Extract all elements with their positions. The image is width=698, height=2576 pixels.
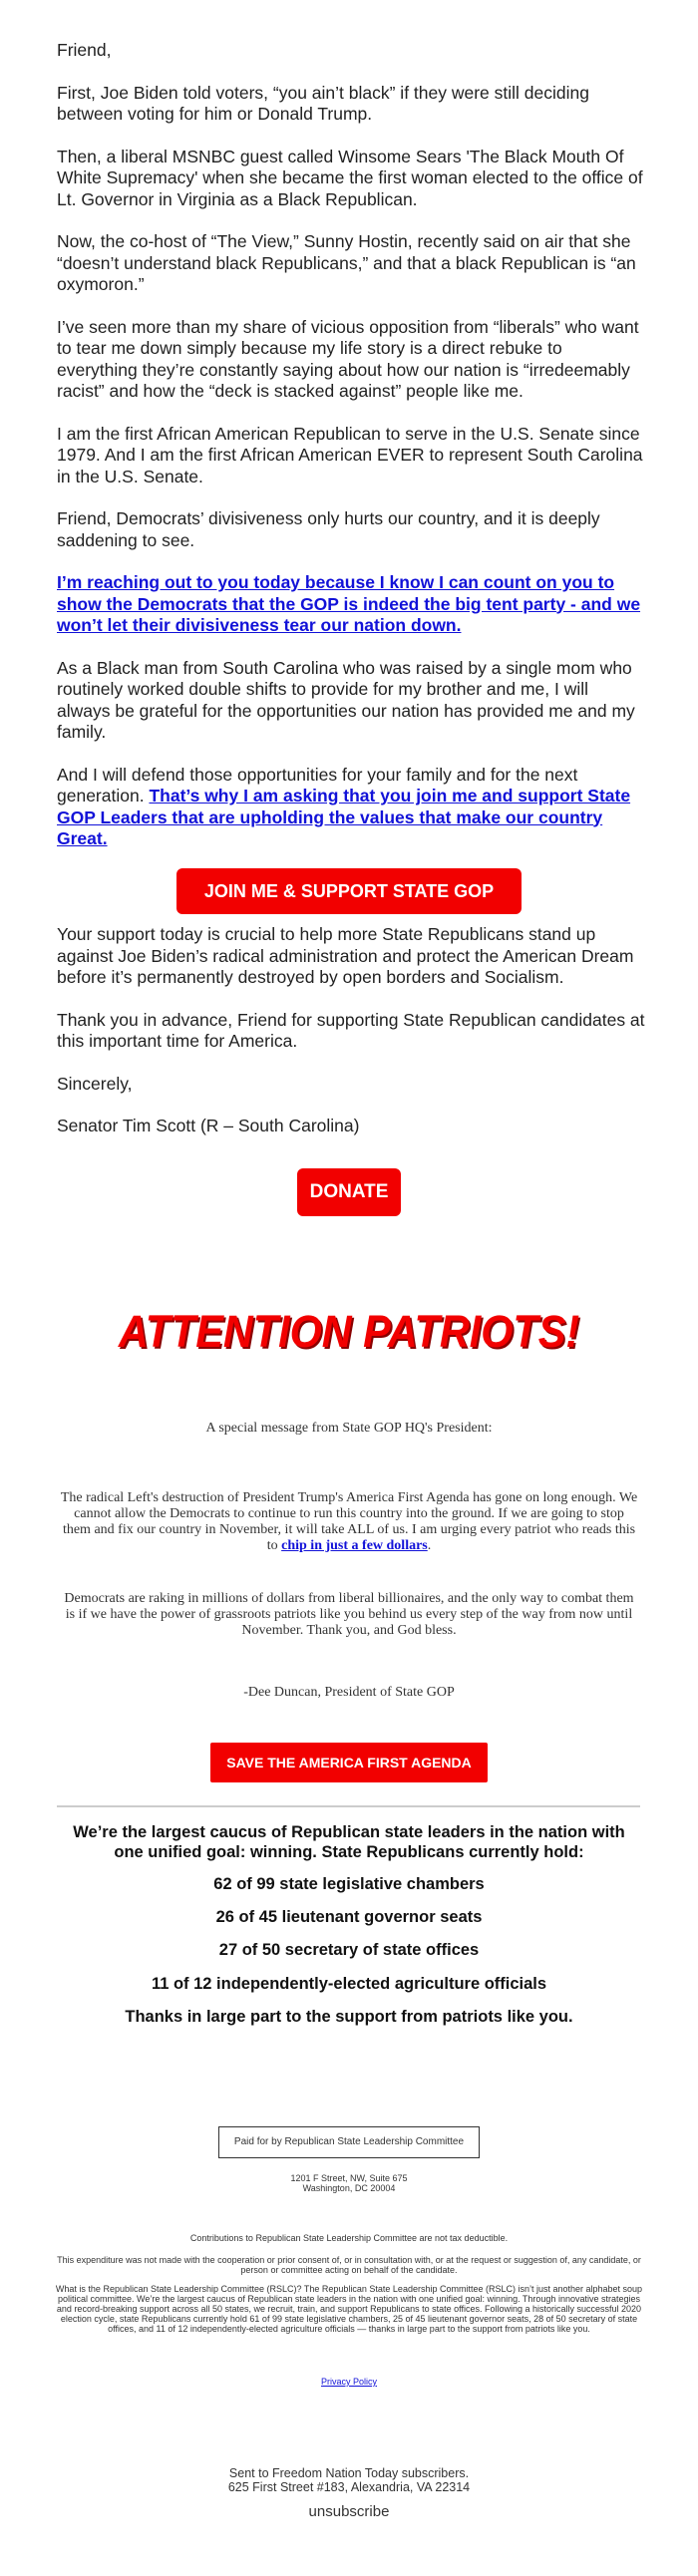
paragraph: Now, the co-host of “The View,” Sunny Hostin, recently said on air that she “doesn’t understand black Republicans,” and that a black Republican is “an oxymoron.” <box>57 231 636 294</box>
address-line: 1201 F Street, NW, Suite 675 <box>290 2173 408 2183</box>
caucus-heading: We’re the largest caucus of Republican state leaders in the nation with one unified goal: winning. State Republicans currently hold: <box>73 1823 625 1861</box>
paragraph: First, Joe Biden told voters, “you ain’t black” if they were still deciding between voting for him or Donald Trump. <box>57 82 589 124</box>
paragraph: Thank you in advance, Friend for supporting State Republican candidates at this important time for America. <box>57 1009 645 1051</box>
message-signoff: -Dee Duncan, President of State GOP <box>243 1685 455 1700</box>
donate-button[interactable]: DONATE <box>297 1168 401 1216</box>
chip-in-link[interactable]: chip in just a few dollars <box>281 1538 428 1553</box>
join-support-button[interactable]: JOIN ME & SUPPORT STATE GOP <box>176 868 522 914</box>
letter-body-continued <box>57 924 645 1158</box>
not-deductible-notice: Contributions to Republican State Leadership Committee are not tax deductible. <box>189 2233 509 2243</box>
message-text: The radical Left's destruction of President Trump's America First Agenda has gone on long enough. We cannot allow the Democrats to continue to run this country into the ground. If we are going to stop them and fix our country in November, it will take ALL of us. I am urging every patriot who reads this to <box>60 1490 638 1553</box>
sent-to-line: Sent to Freedom Nation Today subscribers. <box>228 2466 470 2480</box>
caucus-stat: 62 of 99 state legislative chambers <box>213 1875 485 1893</box>
message-paragraph: Democrats are raking in millions of dollars from liberal billionaires, and the only way to combat them is if we have the power of grassroots patriots like you behind us every step of the way from now until November. Thank you, and God bless. <box>64 1591 634 1638</box>
big-tent-link[interactable]: I’m reaching out to you today because I know I can count on you to show the Democrats that the GOP is indeed the big tent party - and we won’t let their divisiveness tear our nation down. <box>57 572 641 635</box>
paragraph: As a Black man from South Carolina who was raised by a single mom who routinely worked double shifts to provide for my brother and me, I will always be grateful for the opportunities our nation has provided me and my family. <box>57 657 635 742</box>
caucus-stat: 26 of 45 lieutenant governor seats <box>215 1908 483 1926</box>
attention-headline: ATTENTION PATRIOTS! <box>118 1306 580 1357</box>
message-paragraph: The radical Left's destruction of President Trump's America First Agenda has gone on long enough. We cannot allow the Democrats to continue to run this country into the ground. If we are going to stop them and fix our country in November, it will take ALL of us. I am urging every patriot who reads this to chip in just a few dollars. <box>60 1490 638 1553</box>
caucus-stat: 11 of 12 independently-elected agriculture officials <box>151 1975 547 1993</box>
unsubscribe-link[interactable]: unsubscribe <box>308 2503 390 2520</box>
letter-body <box>57 40 645 871</box>
paragraph <box>57 765 645 850</box>
paragraph: Friend, Democrats’ divisiveness only hurts our country, and it is deeply saddening to see. <box>57 508 600 550</box>
signature: Senator Tim Scott (R – South Carolina) <box>57 1116 360 1135</box>
message-intro: A special message from State GOP HQ's President: <box>205 1421 493 1436</box>
footer-address: 625 First Street #183, Alexandria, VA 22314 <box>227 2480 471 2494</box>
caucus-stat: 27 of 50 secretary of state offices <box>218 1941 480 1959</box>
support-gop-link[interactable]: That’s why I am asking that you join me and support State GOP Leaders that are upholding the values that make our country Great. <box>57 786 631 848</box>
privacy-policy-link[interactable]: Privacy Policy <box>320 2377 377 2387</box>
greeting: Friend, <box>57 40 112 60</box>
paragraph: I am the first African American Republican to serve in the U.S. Senate since 1979. And I am the first African American EVER to represent South Carolina in the U.S. Senate. <box>57 423 643 486</box>
privacy-policy-row <box>50 2377 648 2387</box>
expenditure-notice: This expenditure was not made with the cooperation or prior consent of, or in consultation with, or at the request or suggestion of, any candidate, or person or committee acting on behalf of the candidate. <box>57 2255 641 2275</box>
paragraph: Your support today is crucial to help more State Republicans stand up against Joe Biden’s radical administration and protect the American Dream before it’s permanently destroyed by open borders and Socialism. <box>57 924 634 987</box>
divider <box>57 1805 640 1807</box>
paragraph: Then, a liberal MSNBC guest called Winsome Sears 'The Black Mouth Of White Supremacy' when she became the first woman elected to the office of Lt. Governor in Virginia as a Black Republican. <box>57 146 643 209</box>
paragraph <box>57 572 645 637</box>
address-line: Washington, DC 20004 <box>302 2183 396 2193</box>
rslc-about: What is the Republican State Leadership Committee (RSLC)? The Republican State Leadership Committee (RSLC) isn’t just another alphabet soup political committee. We’re the largest caucus of Republican state leaders in the nation with one unified goal: winning. Through innovative strategies and record-breaking support across all 50 states, we recruit, train, and support Republicans to state offices. Following a historically successful 2020 election cycle, state Republicans currently hold 61 of 99 state legislative chambers, 25 of 45 lieutenant governor seats, 28 of 50 secretary of state offices, and 11 of 12 independently-elected agriculture officials — thanks in large part to the support from patriots like you. <box>55 2284 643 2334</box>
paid-for-box: Paid for by Republican State Leadership Committee <box>218 2126 480 2158</box>
save-agenda-button[interactable]: SAVE THE AMERICA FIRST AGENDA <box>210 1743 488 1782</box>
caucus-thanks: Thanks in large part to the support from patriots like you. <box>125 2008 573 2026</box>
paragraph: I’ve seen more than my share of vicious opposition from “liberals” who want to tear me down simply because my life story is a direct rebuke to everything they’re constantly saying about how our nation is “irredeemably racist” and how the “deck is stacked against” people like me. <box>57 316 639 401</box>
closing: Sincerely, <box>57 1073 133 1094</box>
paragraph-text: And I will defend those opportunities for your family and for the next generation. <box>57 764 578 805</box>
